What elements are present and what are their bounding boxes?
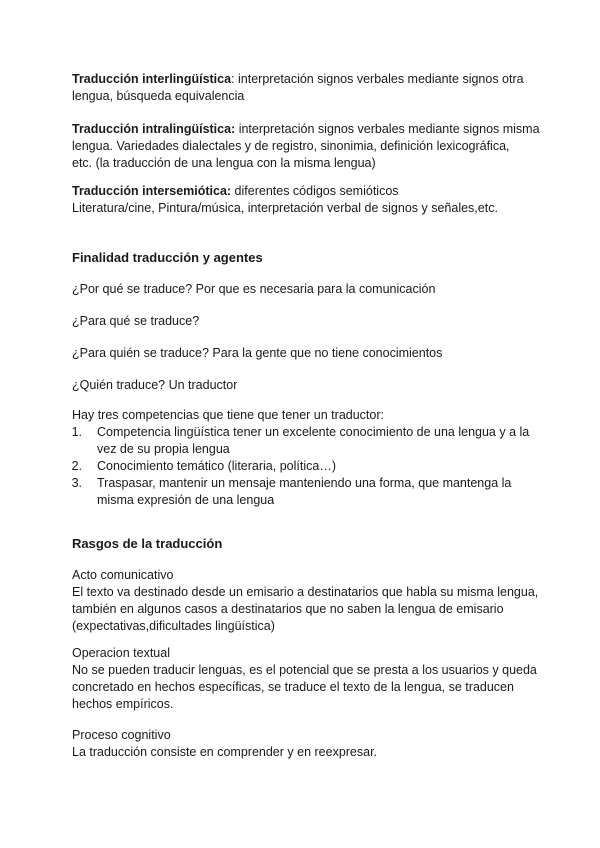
def-text: Literatura/cine, Pintura/música, interpretación verbal de signos y señales,etc. [72, 201, 498, 215]
list-item [72, 475, 542, 509]
section-heading-rasgos: Rasgos de la traducción [72, 536, 223, 551]
rasgo-acto-comunicativo [72, 567, 542, 635]
list-number: 2. [71, 459, 82, 473]
def-intersemiotica [72, 183, 542, 217]
rasgo-title: Acto comunicativo [72, 568, 174, 582]
list-item [72, 424, 542, 458]
def-text: interpretación signos verbales mediante signos misma [235, 122, 540, 136]
rasgo-text: hechos empíricos. [72, 697, 174, 711]
rasgo-text: No se pueden traducir lenguas, es el potencial que se presta a los usuarios y queda [72, 663, 537, 677]
list-number: 1. [71, 425, 82, 439]
list-item-text: Conocimiento temático (literaria, política…) [97, 459, 336, 473]
list-item [72, 458, 542, 475]
question-para-quien: ¿Para quién se traduce? Para la gente que no tiene conocimientos [72, 346, 443, 360]
list-item-text: Competencia lingüística tener un excelente conocimiento de una lengua y a la [97, 425, 530, 439]
def-text: lengua. Variedades dialectales y de registro, sinonimia, definición lexicográfica, [72, 139, 510, 153]
competencias-block [72, 407, 542, 509]
rasgo-text: La traducción consiste en comprender y en reexpresar. [72, 745, 378, 759]
rasgo-text: también en algunos casos a destinatarios que no saben la lengua de emisario [72, 602, 504, 616]
def-term: Traducción intralingüística: [72, 122, 236, 136]
def-text: diferentes códigos semióticos [231, 184, 399, 198]
list-item-text: misma expresión de una lengua [97, 493, 275, 507]
rasgo-text: (expectativas,dificultades lingüística) [72, 619, 275, 633]
competencias-intro: Hay tres competencias que tiene que tener un traductor: [72, 408, 384, 422]
rasgo-operacion-textual [72, 645, 542, 713]
list-item-text: Traspasar, mantenir un mensaje manteniendo una forma, que mantenga la [97, 476, 512, 490]
def-term: Traducción intersemiótica: [72, 184, 232, 198]
question-para-que: ¿Para qué se traduce? [72, 314, 200, 328]
question-por-que: ¿Por qué se traduce? Por que es necesaria para la comunicación [72, 282, 436, 296]
rasgo-proceso-cognitivo [72, 727, 542, 761]
rasgo-title: Operacion textual [72, 646, 170, 660]
list-item-text: vez de su propia lengua [97, 442, 230, 456]
competencias-list [72, 424, 542, 509]
rasgo-text: concretado en hechos específicas, se traduce el texto de la lengua, se traducen [72, 680, 514, 694]
rasgo-title: Proceso cognitivo [72, 728, 171, 742]
def-text: : interpretación signos verbales mediante signos otra [231, 72, 524, 86]
question-quien: ¿Quién traduce? Un traductor [72, 378, 238, 392]
rasgo-text: El texto va destinado desde un emisario a destinatarios que habla su misma lengua, [72, 585, 539, 599]
def-text: etc. (la traducción de una lengua con la misma lengua) [72, 156, 376, 170]
section-heading-finalidad: Finalidad traducción y agentes [72, 250, 263, 265]
def-term: Traducción interlingüística [72, 72, 232, 86]
list-number: 3. [71, 476, 82, 490]
def-text: lengua, búsqueda equivalencia [72, 89, 245, 103]
def-intralinguistica [72, 121, 542, 172]
def-interlinguistica [72, 71, 542, 105]
